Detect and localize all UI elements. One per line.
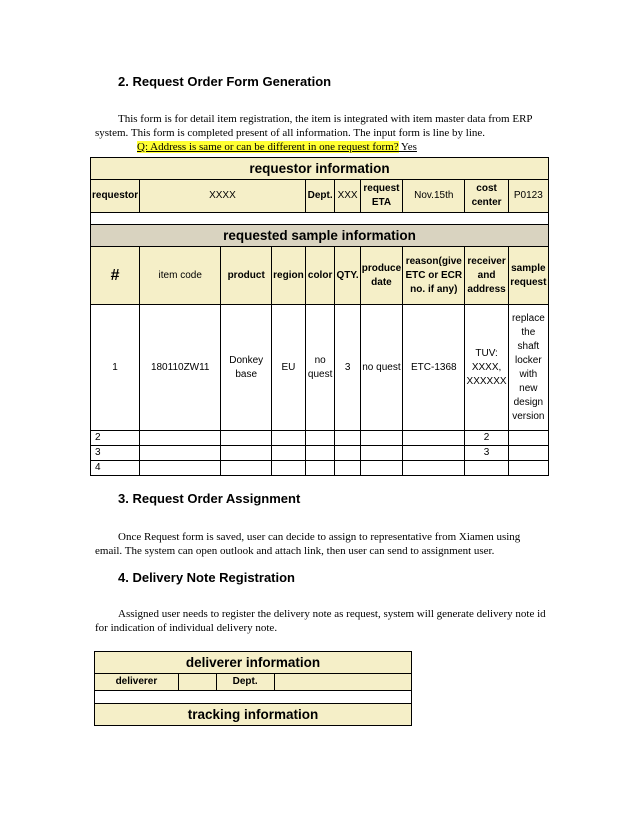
section-2-heading: 2. Request Order Form Generation xyxy=(118,74,332,89)
row2-qty[interactable] xyxy=(335,431,360,446)
section-4-heading: 4. Delivery Note Registration xyxy=(118,570,295,585)
deliverer-label: deliverer xyxy=(95,674,179,691)
deliverer-info-title: deliverer information xyxy=(95,652,412,674)
section-4-para-line1: Assigned user needs to register the delivery note as request, system will generate delivery note id xyxy=(118,608,546,620)
deliverer-dept-value[interactable] xyxy=(274,674,411,691)
requestor-value[interactable]: XXXX xyxy=(140,180,306,213)
row1-color[interactable]: no quest xyxy=(305,305,335,431)
row2-item-code[interactable] xyxy=(140,431,221,446)
tracking-info-title: tracking information xyxy=(95,704,412,726)
row4-color[interactable] xyxy=(305,461,335,476)
row2-receiver[interactable]: 2 xyxy=(465,431,508,446)
row1-number[interactable]: 1 xyxy=(91,305,140,431)
row3-qty[interactable] xyxy=(335,446,360,461)
row4-reason[interactable] xyxy=(403,461,465,476)
section-4-para-line2: for indication of individual delivery note. xyxy=(95,622,278,634)
row2-product[interactable] xyxy=(221,431,272,446)
header-reason: reason(give ETC or ECR no. if any) xyxy=(403,247,465,305)
header-region: region xyxy=(272,247,306,305)
row1-region[interactable]: EU xyxy=(272,305,306,431)
row4-qty[interactable] xyxy=(335,461,360,476)
row1-product[interactable]: Donkey base xyxy=(221,305,272,431)
row3-item-code[interactable] xyxy=(140,446,221,461)
row3-region[interactable] xyxy=(272,446,306,461)
row4-product[interactable] xyxy=(221,461,272,476)
deliverer-table xyxy=(94,651,412,726)
question-text: Q: Address is same or can be different in one request form? xyxy=(137,141,399,153)
section-3-para-line1: Once Request form is saved, user can decide to assign to representative from Xiamen using xyxy=(118,531,521,543)
row3-color[interactable] xyxy=(305,446,335,461)
requestor-label: requestor xyxy=(91,180,140,213)
row1-item-code[interactable]: 180110ZW11 xyxy=(140,305,221,431)
row1-qty[interactable]: 3 xyxy=(335,305,360,431)
row1-sample-request[interactable]: replace the shaft locker with new design version xyxy=(508,305,548,431)
header-number: # xyxy=(91,247,140,305)
row2-produce-date[interactable] xyxy=(360,431,402,446)
question-line xyxy=(137,140,417,154)
deliverer-dept-label: Dept. xyxy=(216,674,274,691)
header-qty: QTY. xyxy=(335,247,360,305)
header-item-code: item code xyxy=(140,247,221,305)
row4-receiver[interactable] xyxy=(465,461,508,476)
cost-center-label: cost center xyxy=(465,180,508,213)
row4-region[interactable] xyxy=(272,461,306,476)
header-product: product xyxy=(221,247,272,305)
row3-product[interactable] xyxy=(221,446,272,461)
row1-produce-date[interactable]: no quest xyxy=(360,305,402,431)
answer-text: Yes xyxy=(398,141,417,153)
row3-sample-request[interactable] xyxy=(508,446,548,461)
row1-reason[interactable]: ETC-1368 xyxy=(403,305,465,431)
row1-receiver[interactable]: TUV: XXXX, XXXXXX xyxy=(465,305,508,431)
row3-number[interactable]: 3 xyxy=(91,446,140,461)
eta-label: request ETA xyxy=(360,180,402,213)
dept-label: Dept. xyxy=(305,180,335,213)
deliverer-spacer-row xyxy=(95,691,412,704)
deliverer-value[interactable] xyxy=(178,674,216,691)
section-2-para-line2: system. This form is completed present of all information. The input form is line by line. xyxy=(95,127,486,139)
row4-number[interactable]: 4 xyxy=(91,461,140,476)
section-3-heading: 3. Request Order Assignment xyxy=(118,491,301,506)
header-sample-request: sample request xyxy=(508,247,548,305)
row3-receiver[interactable]: 3 xyxy=(465,446,508,461)
row2-number[interactable]: 2 xyxy=(91,431,140,446)
requestor-info-title: requestor information xyxy=(91,158,549,180)
header-produce-date: produce date xyxy=(360,247,402,305)
row3-produce-date[interactable] xyxy=(360,446,402,461)
dept-value[interactable]: XXX xyxy=(335,180,360,213)
row2-reason[interactable] xyxy=(403,431,465,446)
header-receiver: receiver and address xyxy=(465,247,508,305)
requestor-table xyxy=(90,157,549,476)
row3-reason[interactable] xyxy=(403,446,465,461)
header-color: color xyxy=(305,247,335,305)
section-2-para-line1: This form is for detail item registration, the item is integrated with item master data from ERP xyxy=(118,113,533,125)
cost-center-value[interactable]: P0123 xyxy=(508,180,548,213)
spacer-row xyxy=(91,213,549,225)
row4-item-code[interactable] xyxy=(140,461,221,476)
row4-produce-date[interactable] xyxy=(360,461,402,476)
row2-region[interactable] xyxy=(272,431,306,446)
sample-info-title: requested sample information xyxy=(91,225,549,247)
row2-color[interactable] xyxy=(305,431,335,446)
section-3-para-line2: email. The system can open outlook and attach link, then user can send to assignment user. xyxy=(95,545,495,557)
row2-sample-request[interactable] xyxy=(508,431,548,446)
eta-value[interactable]: Nov.15th xyxy=(403,180,465,213)
row4-sample-request[interactable] xyxy=(508,461,548,476)
